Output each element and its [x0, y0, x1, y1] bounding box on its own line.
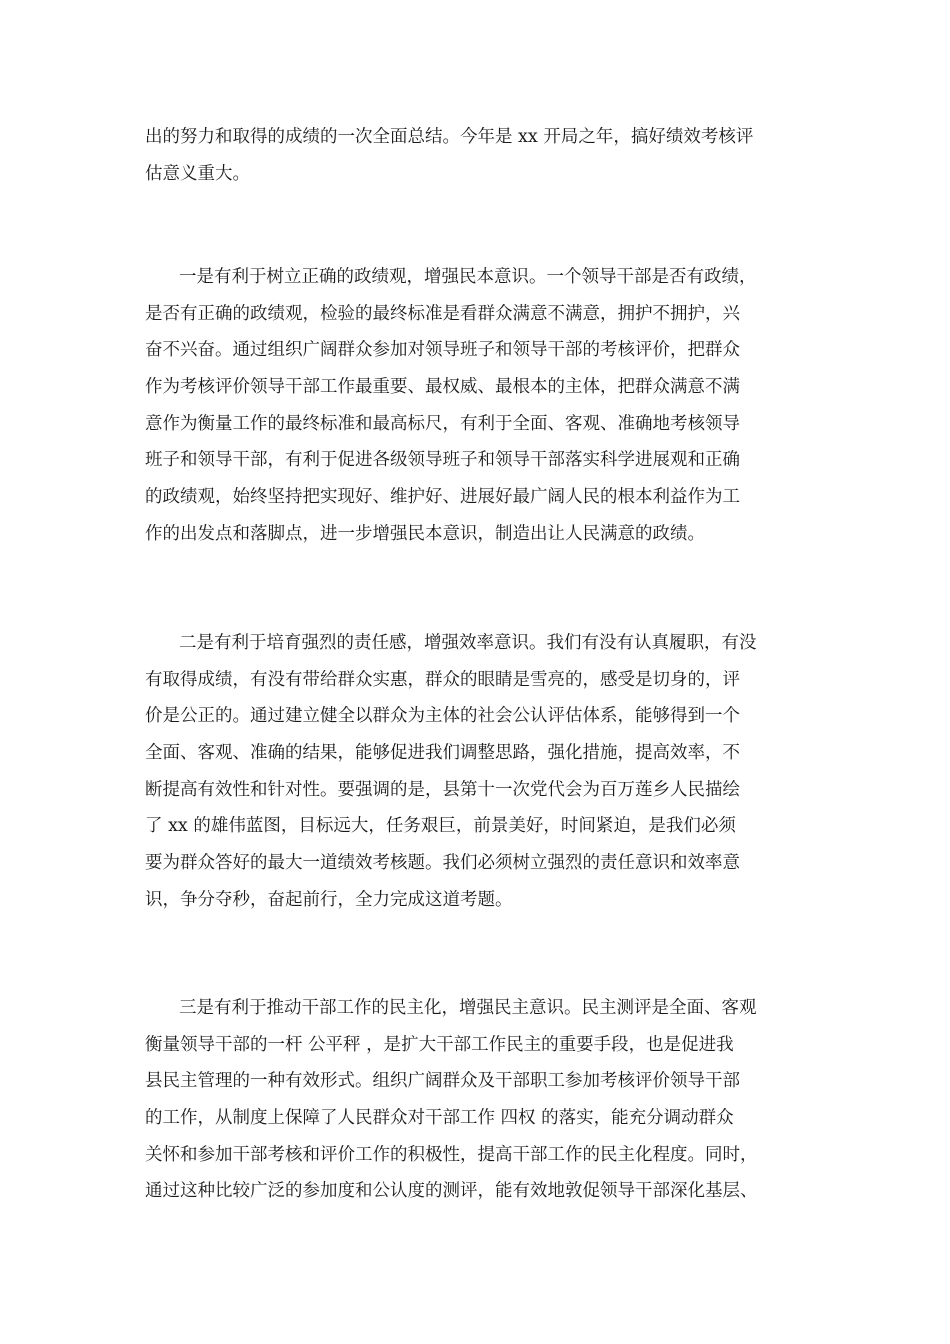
paragraph-line: 估意义重大。: [145, 163, 250, 184]
paragraph-line: 价是公正的。通过建立健全以群众为主体的社会公认评估体系，能够得到一个: [145, 706, 740, 727]
paragraph-line: 作为考核评价领导干部工作最重要、最权威、最根本的主体，把群众满意不满: [145, 377, 740, 398]
paragraph-line: 关怀和参加干部考核和评价工作的积极性，提高干部工作的民主化程度。同时，: [145, 1144, 758, 1165]
paragraph-line: 了 xx 的雄伟蓝图，目标远大，任务艰巨，前景美好，时间紧迫，是我们必须: [145, 816, 736, 837]
paragraph-line: 是否有正确的政绩观，检验的最终标准是看群众满意不满意，拥护不拥护，兴: [145, 303, 740, 324]
paragraph-line: 衡量领导干部的一杆 公平秤 ，是扩大干部工作民主的重要手段，也是促进我: [145, 1034, 734, 1055]
paragraph-line: 奋不兴奋。通过组织广阔群众参加对领导班子和领导干部的考核评价，把群众: [145, 340, 740, 361]
paragraph-2: [145, 259, 810, 553]
paragraph-line: 要为群众答好的最大一道绩效考核题。我们必须树立强烈的责任意识和效率意: [145, 853, 740, 874]
paragraph-line: 意作为衡量工作的最终标准和最高标尺，有利于全面、客观、准确地考核领导: [145, 413, 740, 434]
paragraph-line: 的工作，从制度上保障了人民群众对干部工作 四权 的落实，能充分调动群众: [145, 1108, 734, 1129]
paragraph-3: [145, 625, 810, 919]
paragraph-line: 全面、客观、准确的结果，能够促进我们调整思路，强化措施，提高效率，不: [145, 743, 740, 764]
paragraph-line: 有取得成绩，有没有带给群众实惠，群众的眼睛是雪亮的，感受是切身的，评: [145, 669, 740, 690]
paragraph-4: [145, 990, 810, 1210]
paragraph-line: 出的努力和取得的成绩的一次全面总结。今年是 xx 开局之年，搞好绩效考核评: [145, 127, 754, 147]
paragraph-line: 一是有利于树立正确的政绩观，增强民本意识。一个领导干部是否有政绩，: [179, 267, 757, 287]
paragraph-line: 作的出发点和落脚点，进一步增强民本意识，制造出让人民满意的政绩。: [145, 523, 705, 544]
paragraph-line: 县民主管理的一种有效形式。组织广阔群众及干部职工参加考核评价领导干部: [145, 1071, 740, 1092]
paragraph-1: [145, 119, 810, 192]
paragraph-line: 的政绩观，始终坚持把实现好、维护好、进展好最广阔人民的根本利益作为工: [145, 487, 740, 508]
paragraph-line: 断提高有效性和针对性。要强调的是，县第十一次党代会为百万莲乡人民描绘: [145, 779, 740, 800]
paragraph-line: 通过这种比较广泛的参加度和公认度的测评，能有效地敦促领导干部深化基层、: [145, 1181, 758, 1202]
paragraph-line: 二是有利于培育强烈的责任感，增强效率意识。我们有没有认真履职，有没: [179, 633, 757, 653]
paragraph-line: 三是有利于推动干部工作的民主化，增强民主意识。民主测评是全面、客观: [179, 998, 757, 1018]
paragraph-line: 识，争分夺秒，奋起前行，全力完成这道考题。: [145, 889, 513, 910]
paragraph-line: 班子和领导干部，有利于促进各级领导班子和领导干部落实科学进展观和正确: [145, 450, 740, 471]
